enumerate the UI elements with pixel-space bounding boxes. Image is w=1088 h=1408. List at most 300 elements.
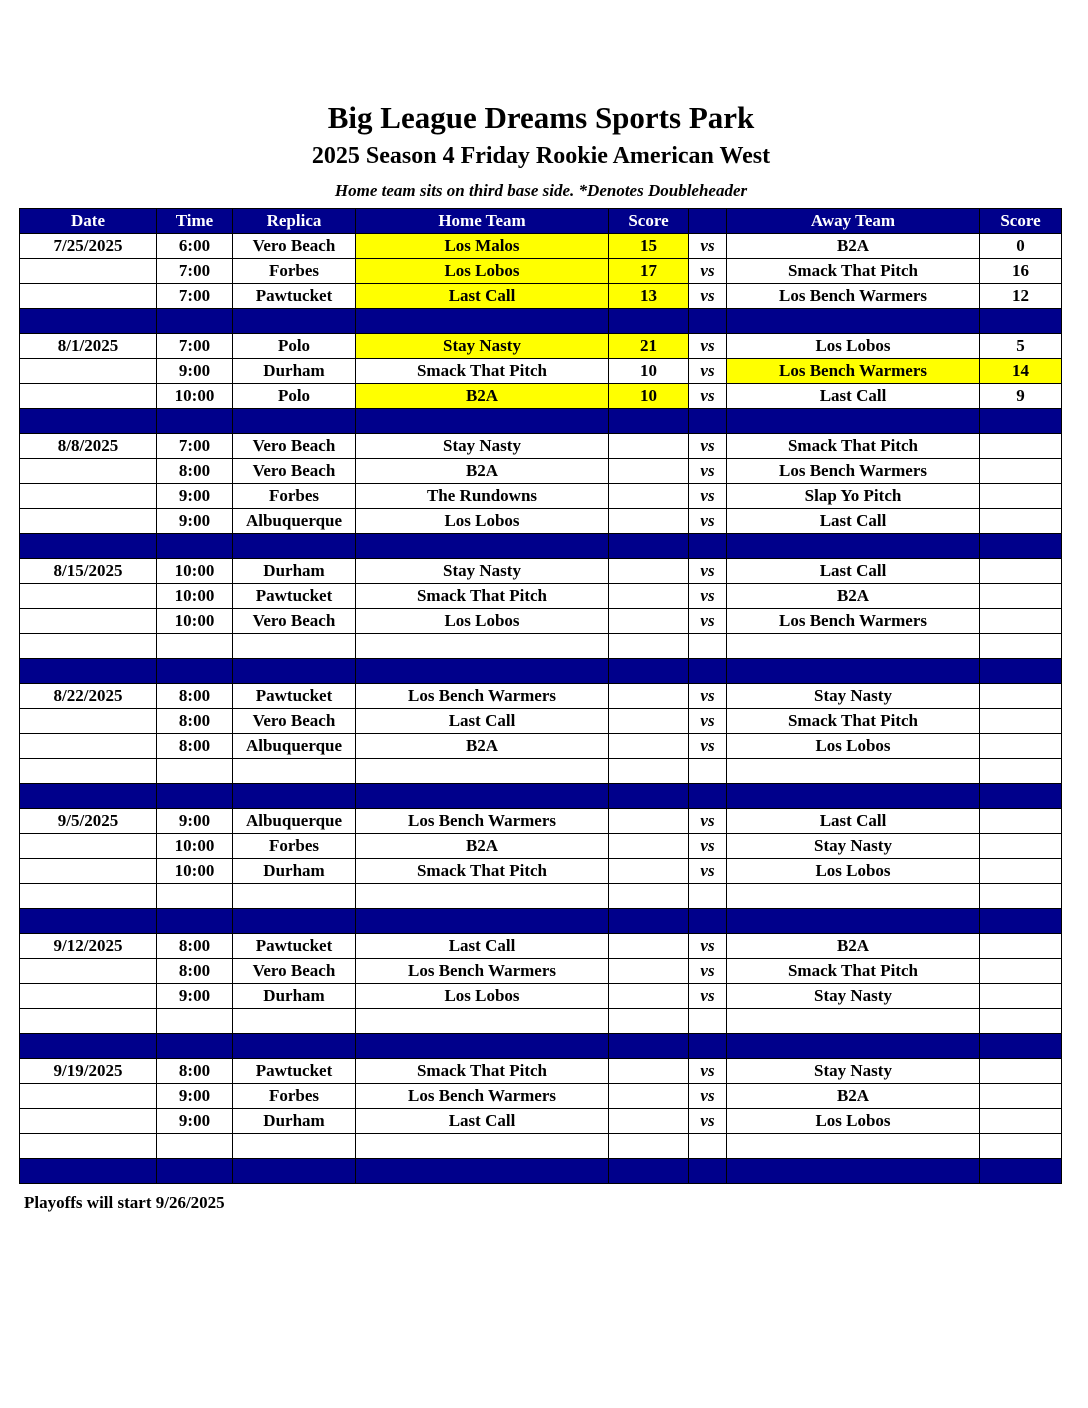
home-team-cell: Last Call bbox=[356, 284, 609, 309]
separator-cell bbox=[609, 784, 689, 809]
date-cell bbox=[20, 1109, 157, 1134]
separator-cell bbox=[20, 659, 157, 684]
separator-cell bbox=[609, 409, 689, 434]
blank-cell bbox=[20, 1134, 157, 1159]
home-team-cell: Los Lobos bbox=[356, 509, 609, 534]
vs-cell: vs bbox=[689, 584, 727, 609]
time-cell: 7:00 bbox=[157, 334, 233, 359]
header-home-team: Home Team bbox=[356, 209, 609, 234]
separator-cell bbox=[356, 784, 609, 809]
header-away-team: Away Team bbox=[727, 209, 980, 234]
separator-cell bbox=[157, 309, 233, 334]
separator-cell bbox=[233, 1034, 356, 1059]
home-team-cell: Los Lobos bbox=[356, 609, 609, 634]
vs-cell: vs bbox=[689, 459, 727, 484]
separator-row bbox=[20, 534, 1062, 559]
date-cell bbox=[20, 609, 157, 634]
home-team-cell: Last Call bbox=[356, 709, 609, 734]
separator-cell bbox=[356, 659, 609, 684]
away-team-cell: B2A bbox=[727, 934, 980, 959]
blank-cell bbox=[727, 634, 980, 659]
blank-cell bbox=[689, 634, 727, 659]
separator-cell bbox=[356, 1159, 609, 1184]
date-cell: 7/25/2025 bbox=[20, 234, 157, 259]
home-team-cell: Smack That Pitch bbox=[356, 1059, 609, 1084]
time-cell: 8:00 bbox=[157, 734, 233, 759]
replica-cell: Forbes bbox=[233, 484, 356, 509]
separator-cell bbox=[980, 409, 1062, 434]
away-score-cell bbox=[980, 584, 1062, 609]
time-cell: 10:00 bbox=[157, 859, 233, 884]
game-row bbox=[20, 984, 1062, 1009]
date-cell: 9/12/2025 bbox=[20, 934, 157, 959]
separator-cell bbox=[233, 309, 356, 334]
blank-row bbox=[20, 884, 1062, 909]
date-cell bbox=[20, 459, 157, 484]
separator-cell bbox=[980, 534, 1062, 559]
time-cell: 9:00 bbox=[157, 1084, 233, 1109]
vs-cell: vs bbox=[689, 1059, 727, 1084]
game-row bbox=[20, 459, 1062, 484]
separator-cell bbox=[233, 409, 356, 434]
game-row bbox=[20, 734, 1062, 759]
game-row bbox=[20, 234, 1062, 259]
date-cell bbox=[20, 384, 157, 409]
home-score-cell bbox=[609, 734, 689, 759]
game-row bbox=[20, 334, 1062, 359]
home-score-cell bbox=[609, 484, 689, 509]
home-team-cell: Stay Nasty bbox=[356, 559, 609, 584]
away-team-cell: Last Call bbox=[727, 509, 980, 534]
separator-cell bbox=[157, 409, 233, 434]
blank-cell bbox=[233, 634, 356, 659]
away-score-cell: 0 bbox=[980, 234, 1062, 259]
separator-cell bbox=[157, 909, 233, 934]
schedule-note: Home team sits on third base side. *Denotes Doubleheader bbox=[334, 181, 748, 200]
home-score-cell bbox=[609, 584, 689, 609]
home-score-cell bbox=[609, 434, 689, 459]
replica-cell: Pawtucket bbox=[233, 584, 356, 609]
separator-cell bbox=[233, 659, 356, 684]
away-team-cell: B2A bbox=[727, 1084, 980, 1109]
away-team-cell: B2A bbox=[727, 584, 980, 609]
away-team-cell: Stay Nasty bbox=[727, 1059, 980, 1084]
away-score-cell bbox=[980, 609, 1062, 634]
game-row bbox=[20, 284, 1062, 309]
separator-cell bbox=[20, 309, 157, 334]
home-team-cell: Smack That Pitch bbox=[356, 859, 609, 884]
replica-cell: Pawtucket bbox=[233, 284, 356, 309]
date-cell bbox=[20, 709, 157, 734]
away-team-cell: Los Lobos bbox=[727, 1109, 980, 1134]
blank-cell bbox=[356, 759, 609, 784]
separator-row bbox=[20, 1034, 1062, 1059]
away-team-cell: Los Lobos bbox=[727, 334, 980, 359]
game-row bbox=[20, 609, 1062, 634]
blank-cell bbox=[233, 759, 356, 784]
home-score-cell bbox=[609, 609, 689, 634]
separator-cell bbox=[20, 1159, 157, 1184]
home-team-cell: B2A bbox=[356, 459, 609, 484]
away-score-cell bbox=[980, 434, 1062, 459]
replica-cell: Forbes bbox=[233, 1084, 356, 1109]
vs-cell: vs bbox=[689, 834, 727, 859]
blank-cell bbox=[727, 884, 980, 909]
blank-cell bbox=[20, 1009, 157, 1034]
footer-note: Playoffs will start 9/26/2025 bbox=[24, 1193, 225, 1212]
vs-cell: vs bbox=[689, 434, 727, 459]
date-cell bbox=[20, 509, 157, 534]
home-score-cell bbox=[609, 859, 689, 884]
separator-cell bbox=[233, 909, 356, 934]
separator-cell bbox=[609, 1159, 689, 1184]
away-score-cell: 14 bbox=[980, 359, 1062, 384]
home-score-cell: 21 bbox=[609, 334, 689, 359]
time-cell: 10:00 bbox=[157, 384, 233, 409]
home-score-cell bbox=[609, 934, 689, 959]
away-score-cell bbox=[980, 834, 1062, 859]
blank-cell bbox=[20, 634, 157, 659]
time-cell: 9:00 bbox=[157, 509, 233, 534]
replica-cell: Forbes bbox=[233, 834, 356, 859]
vs-cell: vs bbox=[689, 509, 727, 534]
date-cell: 8/22/2025 bbox=[20, 684, 157, 709]
replica-cell: Forbes bbox=[233, 259, 356, 284]
home-score-cell: 10 bbox=[609, 384, 689, 409]
separator-cell bbox=[609, 1034, 689, 1059]
away-team-cell: Last Call bbox=[727, 384, 980, 409]
replica-cell: Vero Beach bbox=[233, 459, 356, 484]
home-team-cell: Stay Nasty bbox=[356, 334, 609, 359]
date-cell bbox=[20, 359, 157, 384]
away-team-cell: Slap Yo Pitch bbox=[727, 484, 980, 509]
home-team-cell: Stay Nasty bbox=[356, 434, 609, 459]
vs-cell: vs bbox=[689, 959, 727, 984]
away-team-cell: Los Bench Warmers bbox=[727, 359, 980, 384]
replica-cell: Pawtucket bbox=[233, 934, 356, 959]
separator-cell bbox=[689, 409, 727, 434]
header-vs bbox=[689, 209, 727, 234]
game-row bbox=[20, 484, 1062, 509]
separator-cell bbox=[157, 659, 233, 684]
separator-cell bbox=[233, 534, 356, 559]
away-score-cell bbox=[980, 709, 1062, 734]
separator-row bbox=[20, 409, 1062, 434]
separator-cell bbox=[689, 534, 727, 559]
game-row bbox=[20, 509, 1062, 534]
blank-row bbox=[20, 1134, 1062, 1159]
separator-cell bbox=[356, 309, 609, 334]
home-team-cell: Los Malos bbox=[356, 234, 609, 259]
time-cell: 10:00 bbox=[157, 559, 233, 584]
date-cell bbox=[20, 959, 157, 984]
game-row bbox=[20, 384, 1062, 409]
away-team-cell: Smack That Pitch bbox=[727, 959, 980, 984]
home-team-cell: Last Call bbox=[356, 1109, 609, 1134]
time-cell: 9:00 bbox=[157, 809, 233, 834]
away-score-cell bbox=[980, 559, 1062, 584]
away-team-cell: Stay Nasty bbox=[727, 684, 980, 709]
home-score-cell: 10 bbox=[609, 359, 689, 384]
time-cell: 9:00 bbox=[157, 359, 233, 384]
away-team-cell: Los Bench Warmers bbox=[727, 609, 980, 634]
away-team-cell: Stay Nasty bbox=[727, 984, 980, 1009]
separator-cell bbox=[689, 1034, 727, 1059]
separator-cell bbox=[609, 909, 689, 934]
home-score-cell: 13 bbox=[609, 284, 689, 309]
blank-cell bbox=[356, 1009, 609, 1034]
blank-cell bbox=[157, 884, 233, 909]
away-score-cell bbox=[980, 809, 1062, 834]
blank-cell bbox=[157, 1134, 233, 1159]
separator-cell bbox=[980, 784, 1062, 809]
vs-cell: vs bbox=[689, 809, 727, 834]
home-score-cell: 17 bbox=[609, 259, 689, 284]
time-cell: 8:00 bbox=[157, 959, 233, 984]
game-row bbox=[20, 1084, 1062, 1109]
vs-cell: vs bbox=[689, 684, 727, 709]
replica-cell: Vero Beach bbox=[233, 959, 356, 984]
time-cell: 8:00 bbox=[157, 684, 233, 709]
home-score-cell bbox=[609, 834, 689, 859]
separator-cell bbox=[727, 1034, 980, 1059]
separator-cell bbox=[727, 784, 980, 809]
home-score-cell bbox=[609, 709, 689, 734]
game-row bbox=[20, 1109, 1062, 1134]
home-team-cell: Los Lobos bbox=[356, 984, 609, 1009]
blank-cell bbox=[233, 884, 356, 909]
separator-cell bbox=[233, 1159, 356, 1184]
time-cell: 9:00 bbox=[157, 1109, 233, 1134]
away-score-cell bbox=[980, 509, 1062, 534]
blank-cell bbox=[356, 884, 609, 909]
game-row bbox=[20, 959, 1062, 984]
blank-cell bbox=[980, 1134, 1062, 1159]
replica-cell: Vero Beach bbox=[233, 234, 356, 259]
separator-cell bbox=[157, 1159, 233, 1184]
away-team-cell: Los Lobos bbox=[727, 734, 980, 759]
vs-cell: vs bbox=[689, 1084, 727, 1109]
blank-cell bbox=[356, 1134, 609, 1159]
separator-cell bbox=[689, 784, 727, 809]
time-cell: 10:00 bbox=[157, 609, 233, 634]
date-cell bbox=[20, 484, 157, 509]
date-cell: 9/19/2025 bbox=[20, 1059, 157, 1084]
vs-cell: vs bbox=[689, 984, 727, 1009]
game-row bbox=[20, 559, 1062, 584]
home-score-cell bbox=[609, 459, 689, 484]
game-row bbox=[20, 584, 1062, 609]
game-row bbox=[20, 684, 1062, 709]
blank-cell bbox=[356, 634, 609, 659]
away-score-cell bbox=[980, 459, 1062, 484]
separator-cell bbox=[609, 534, 689, 559]
game-row bbox=[20, 434, 1062, 459]
vs-cell: vs bbox=[689, 609, 727, 634]
home-score-cell bbox=[609, 684, 689, 709]
header-home-score: Score bbox=[609, 209, 689, 234]
date-cell bbox=[20, 859, 157, 884]
home-team-cell: Los Bench Warmers bbox=[356, 1084, 609, 1109]
vs-cell: vs bbox=[689, 284, 727, 309]
date-cell: 8/1/2025 bbox=[20, 334, 157, 359]
date-cell bbox=[20, 984, 157, 1009]
blank-cell bbox=[689, 884, 727, 909]
date-cell bbox=[20, 584, 157, 609]
replica-cell: Vero Beach bbox=[233, 709, 356, 734]
header-row bbox=[20, 209, 1062, 234]
separator-cell bbox=[727, 909, 980, 934]
vs-cell: vs bbox=[689, 359, 727, 384]
blank-cell bbox=[727, 759, 980, 784]
away-team-cell: Los Lobos bbox=[727, 859, 980, 884]
vs-cell: vs bbox=[689, 559, 727, 584]
vs-cell: vs bbox=[689, 484, 727, 509]
separator-cell bbox=[157, 784, 233, 809]
home-score-cell bbox=[609, 959, 689, 984]
blank-cell bbox=[609, 759, 689, 784]
away-score-cell bbox=[980, 1084, 1062, 1109]
away-team-cell: Los Bench Warmers bbox=[727, 284, 980, 309]
blank-cell bbox=[609, 1134, 689, 1159]
vs-cell: vs bbox=[689, 234, 727, 259]
blank-cell bbox=[20, 884, 157, 909]
separator-row bbox=[20, 784, 1062, 809]
date-cell bbox=[20, 734, 157, 759]
blank-cell bbox=[233, 1134, 356, 1159]
separator-cell bbox=[233, 784, 356, 809]
away-team-cell: Last Call bbox=[727, 809, 980, 834]
vs-cell: vs bbox=[689, 934, 727, 959]
separator-cell bbox=[20, 909, 157, 934]
separator-cell bbox=[727, 1159, 980, 1184]
time-cell: 10:00 bbox=[157, 584, 233, 609]
separator-cell bbox=[157, 1034, 233, 1059]
blank-cell bbox=[609, 1009, 689, 1034]
home-score-cell bbox=[609, 1059, 689, 1084]
game-row bbox=[20, 359, 1062, 384]
separator-cell bbox=[980, 909, 1062, 934]
game-row bbox=[20, 934, 1062, 959]
blank-cell bbox=[609, 634, 689, 659]
separator-cell bbox=[20, 784, 157, 809]
game-row bbox=[20, 259, 1062, 284]
blank-cell bbox=[689, 1134, 727, 1159]
separator-cell bbox=[356, 409, 609, 434]
separator-cell bbox=[609, 659, 689, 684]
separator-row bbox=[20, 309, 1062, 334]
away-score-cell: 12 bbox=[980, 284, 1062, 309]
away-team-cell: B2A bbox=[727, 234, 980, 259]
away-team-cell: Stay Nasty bbox=[727, 834, 980, 859]
away-team-cell: Smack That Pitch bbox=[727, 709, 980, 734]
vs-cell: vs bbox=[689, 259, 727, 284]
vs-cell: vs bbox=[689, 709, 727, 734]
replica-cell: Albuquerque bbox=[233, 509, 356, 534]
header-away-score: Score bbox=[980, 209, 1062, 234]
separator-cell bbox=[20, 1034, 157, 1059]
date-cell: 8/8/2025 bbox=[20, 434, 157, 459]
blank-cell bbox=[609, 884, 689, 909]
replica-cell: Albuquerque bbox=[233, 734, 356, 759]
game-row bbox=[20, 834, 1062, 859]
away-score-cell bbox=[980, 859, 1062, 884]
separator-cell bbox=[980, 309, 1062, 334]
time-cell: 6:00 bbox=[157, 234, 233, 259]
away-team-cell: Los Bench Warmers bbox=[727, 459, 980, 484]
schedule-table bbox=[19, 208, 1062, 1184]
date-cell bbox=[20, 1084, 157, 1109]
replica-cell: Albuquerque bbox=[233, 809, 356, 834]
blank-row bbox=[20, 1009, 1062, 1034]
blank-cell bbox=[980, 759, 1062, 784]
time-cell: 7:00 bbox=[157, 434, 233, 459]
replica-cell: Durham bbox=[233, 559, 356, 584]
separator-cell bbox=[609, 309, 689, 334]
game-row bbox=[20, 859, 1062, 884]
separator-cell bbox=[689, 1159, 727, 1184]
home-score-cell bbox=[609, 1084, 689, 1109]
header-time: Time bbox=[157, 209, 233, 234]
home-team-cell: Last Call bbox=[356, 934, 609, 959]
separator-cell bbox=[20, 409, 157, 434]
separator-cell bbox=[20, 534, 157, 559]
header-replica: Replica bbox=[233, 209, 356, 234]
home-team-cell: B2A bbox=[356, 384, 609, 409]
separator-row bbox=[20, 1159, 1062, 1184]
time-cell: 9:00 bbox=[157, 484, 233, 509]
schedule-body bbox=[20, 234, 1062, 1184]
away-score-cell: 5 bbox=[980, 334, 1062, 359]
home-score-cell: 15 bbox=[609, 234, 689, 259]
separator-cell bbox=[980, 659, 1062, 684]
replica-cell: Durham bbox=[233, 1109, 356, 1134]
page-subtitle: 2025 Season 4 Friday Rookie American West bbox=[311, 143, 771, 169]
header-date: Date bbox=[20, 209, 157, 234]
home-team-cell: Los Bench Warmers bbox=[356, 959, 609, 984]
separator-cell bbox=[727, 309, 980, 334]
blank-cell bbox=[727, 1134, 980, 1159]
blank-row bbox=[20, 634, 1062, 659]
vs-cell: vs bbox=[689, 734, 727, 759]
separator-row bbox=[20, 659, 1062, 684]
separator-cell bbox=[689, 909, 727, 934]
home-score-cell bbox=[609, 984, 689, 1009]
home-score-cell bbox=[609, 809, 689, 834]
blank-cell bbox=[727, 1009, 980, 1034]
replica-cell: Pawtucket bbox=[233, 1059, 356, 1084]
separator-cell bbox=[727, 409, 980, 434]
blank-cell bbox=[689, 759, 727, 784]
time-cell: 8:00 bbox=[157, 934, 233, 959]
home-team-cell: Los Lobos bbox=[356, 259, 609, 284]
replica-cell: Polo bbox=[233, 384, 356, 409]
away-score-cell bbox=[980, 684, 1062, 709]
blank-cell bbox=[980, 634, 1062, 659]
away-score-cell bbox=[980, 1059, 1062, 1084]
blank-row bbox=[20, 759, 1062, 784]
separator-cell bbox=[356, 534, 609, 559]
vs-cell: vs bbox=[689, 334, 727, 359]
home-team-cell: B2A bbox=[356, 734, 609, 759]
replica-cell: Vero Beach bbox=[233, 609, 356, 634]
away-score-cell bbox=[980, 1109, 1062, 1134]
game-row bbox=[20, 1059, 1062, 1084]
vs-cell: vs bbox=[689, 384, 727, 409]
vs-cell: vs bbox=[689, 1109, 727, 1134]
vs-cell: vs bbox=[689, 859, 727, 884]
replica-cell: Durham bbox=[233, 984, 356, 1009]
